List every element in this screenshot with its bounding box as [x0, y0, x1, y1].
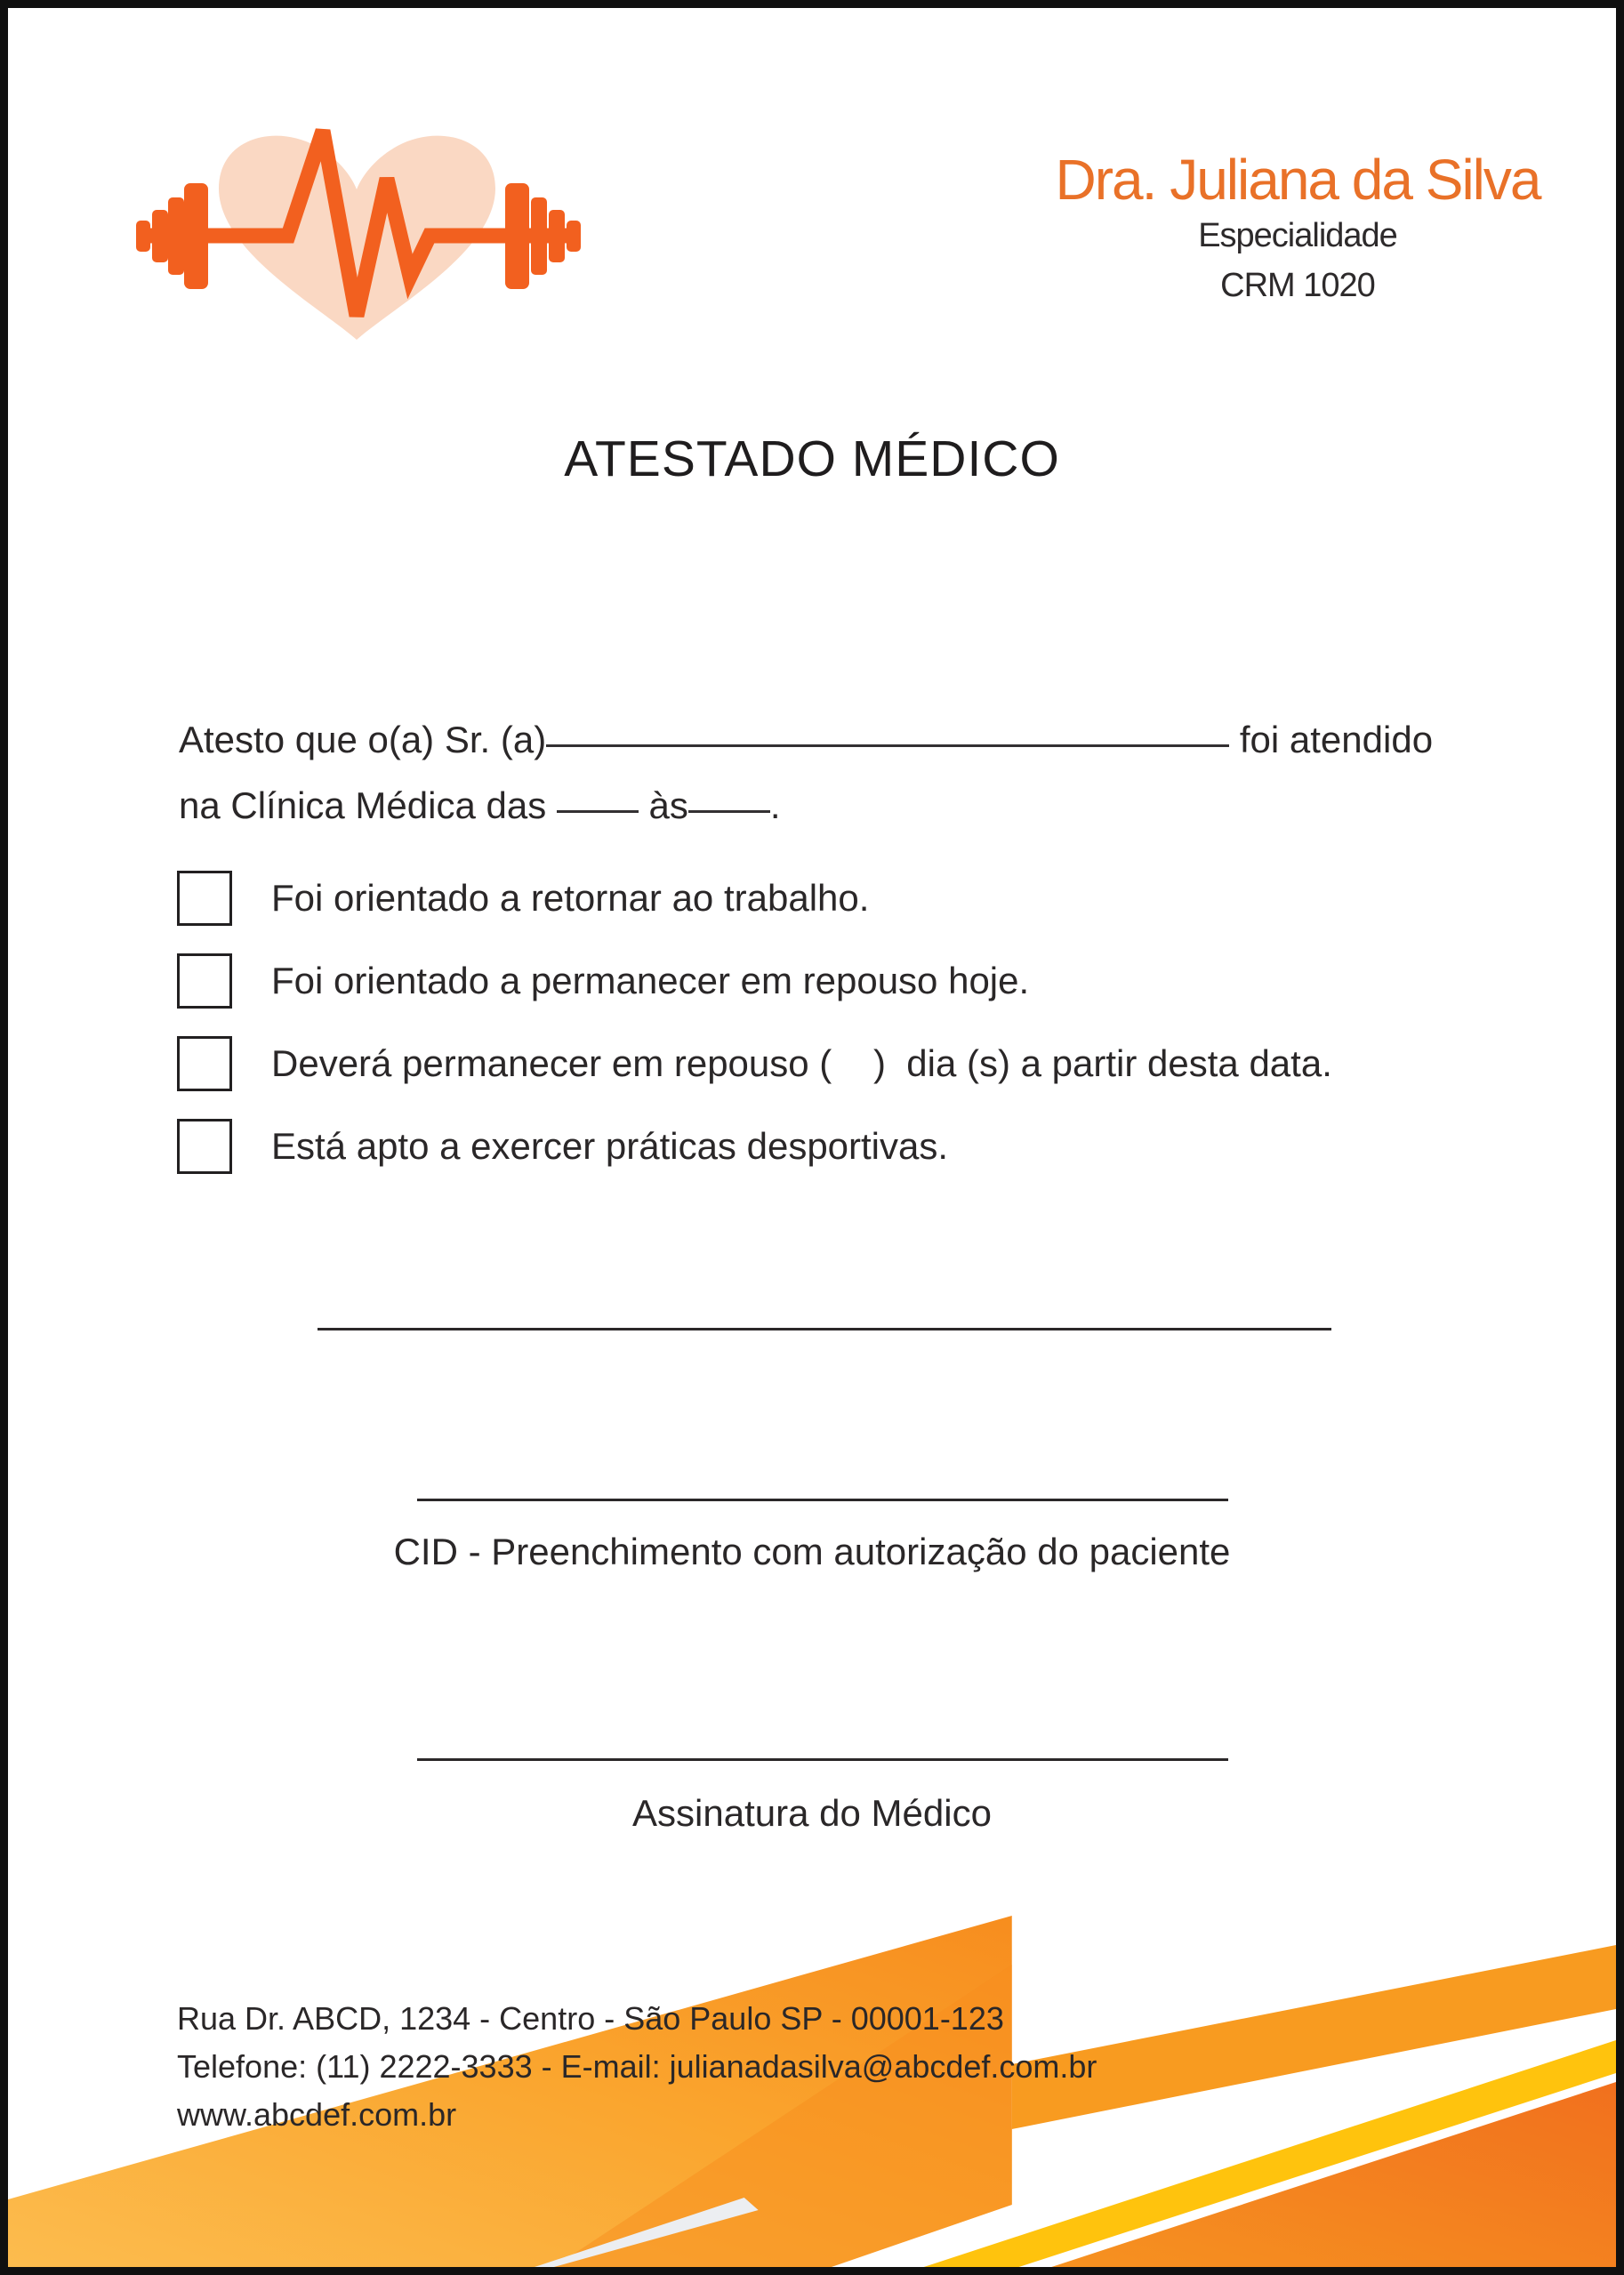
notes-blank-line — [318, 1328, 1331, 1330]
intro-line-2-text: na Clínica Médica das — [179, 784, 557, 826]
page-title: ATESTADO MÉDICO — [564, 430, 1060, 487]
intro-line-1 — [179, 707, 1477, 773]
patient-name-blank — [546, 744, 1229, 747]
checklist-item-label: Foi orientado a permanecer em repouso hoje. — [271, 960, 1030, 1001]
intro-paragraph — [179, 707, 1477, 839]
cid-blank-line — [417, 1499, 1228, 1501]
time-from-blank — [557, 810, 639, 813]
stripe-deep-orange — [1051, 2082, 1616, 2267]
checklist-row — [177, 1119, 1511, 1174]
doctor-crm: CRM 1020 — [1220, 267, 1375, 304]
time-to-blank — [688, 810, 770, 813]
intro-line-1-tail: foi atendido — [1229, 719, 1434, 760]
doctor-specialty: Especialidade — [1198, 217, 1397, 254]
footer-stripes-decoration — [8, 1644, 1616, 2267]
doctor-header — [1004, 149, 1591, 310]
heart-heartbeat-barbell-icon — [133, 104, 613, 371]
checkbox-fit-for-sports[interactable] — [177, 1119, 232, 1174]
footer-address: Rua Dr. ABCD, 1234 - Centro - São Paulo SP - 00001-123 — [177, 2000, 1004, 2037]
doctor-name: Dra. Juliana da Silva — [1055, 148, 1540, 212]
orientation-checklist — [177, 871, 1511, 1202]
signature-label: Assinatura do Médico — [632, 1792, 992, 1834]
checkbox-return-to-work[interactable] — [177, 871, 232, 926]
checklist-item-label: Está apto a exercer práticas desportivas. — [271, 1125, 949, 1167]
checklist-item-label: Deverá permanecer em repouso ( ) dia (s) a partir desta data. — [271, 1042, 1332, 1084]
intro-line-2 — [179, 773, 1477, 839]
intro-line-2-mid: às — [638, 784, 688, 826]
footer-website: www.abcdef.com.br — [177, 2096, 457, 2133]
checklist-row — [177, 953, 1511, 1009]
checkbox-rest-days[interactable] — [177, 1036, 232, 1091]
intro-line-2-period: . — [769, 784, 781, 826]
checklist-row — [177, 871, 1511, 926]
cid-label: CID - Preenchimento com autorização do paciente — [393, 1531, 1231, 1572]
checklist-item-label: Foi orientado a retornar ao trabalho. — [271, 877, 870, 919]
checkbox-rest-today[interactable] — [177, 953, 232, 1009]
intro-line-1-text: Atesto que o(a) Sr. (a) — [179, 719, 547, 760]
footer-contact — [177, 1995, 1097, 2139]
footer-phone-email: Telefone: (11) 2222-3333 - E-mail: julianadasilva@abcdef.com.br — [177, 2048, 1097, 2085]
checklist-row — [177, 1036, 1511, 1091]
